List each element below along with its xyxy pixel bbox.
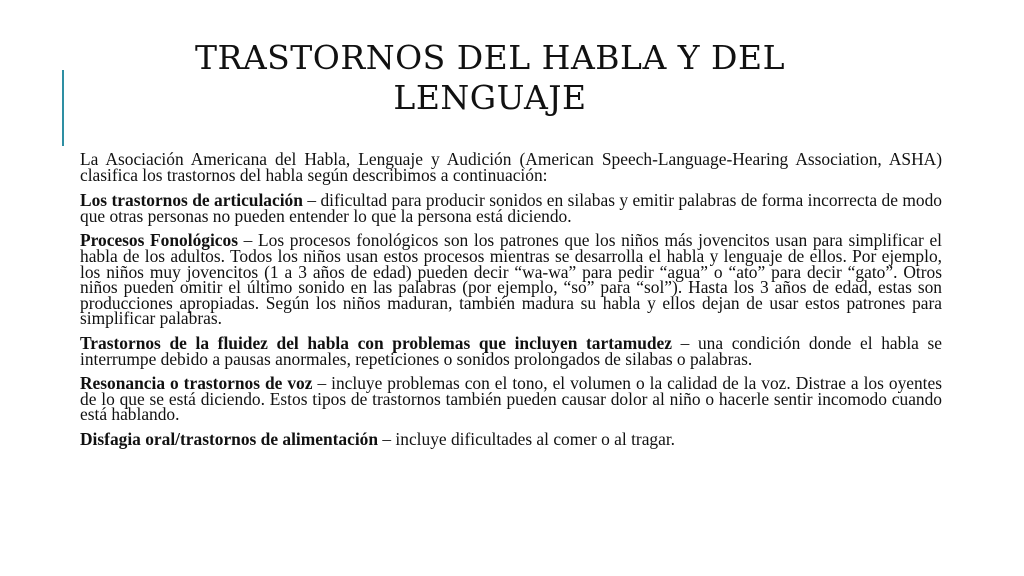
section-term: Procesos Fonológicos [80,230,238,251]
section-dysphagia [80,428,942,449]
intro-paragraph: La Asociación Americana del Habla, Lenguaje y Audición (American Speech-Language-Hearing Association, ASHA) clasifica los trastornos del habla según describimos a continuación: [80,149,942,185]
section-description: – incluye dificultades al comer o al tragar. [378,428,676,449]
section-phonological [80,230,942,329]
section-fluency [80,332,942,369]
section-voice [80,373,942,425]
section-term: Resonancia o trastornos de voz [80,373,313,394]
slide-body [80,149,942,457]
section-description: – una condición donde el habla se interrumpe debido a pausas anormales, repeticiones o sonidos prolongados de silabas o palabras. [80,332,942,369]
section-term: Disfagia oral/trastornos de alimentación [80,428,379,449]
slide-title: TRASTORNOS DEL HABLA Y DEL LENGUAJE [194,38,786,117]
section-term: Los trastornos de articulación [80,190,303,211]
section-description: – Los procesos fonológicos son los patrones que los niños más jovencitos usan para simplificar el habla de los adultos. Todos los niños usan estos procesos mientras se desarrolla el habla y lenguaje de ellos. Por ejemplo, los niños muy jovencitos (1 a 3 años de edad) pueden decir “wa-wa” para pedir “agua” o “ato” para decir “gato”. Otros niños pueden omitir el último sonido en las palabras (por ejemplo, “so” para “sol”). Hasta los 3 años de edad, estas son producciones apropiadas. Según los niños maduran, también madura su habla y ellos dejan de usar estos patrones para simplificar palabras. [80,230,942,329]
section-term: Trastornos de la fluidez del habla con problemas que incluyen tartamudez [80,332,672,353]
section-description: – incluye problemas con el tono, el volumen o la calidad de la voz. Distrae a los oyentes de lo que se está diciendo. Estos tipos de trastornos también pueden causar dolor al niño o hacerle sentir incomodo cuando está hablando. [80,373,942,425]
section-description: – dificultad para producir sonidos en silabas y emitir palabras de forma incorrecta de modo que otras personas no pueden entender lo que la persona está diciendo. [80,190,942,226]
section-articulation [80,190,942,226]
accent-line [62,70,64,146]
